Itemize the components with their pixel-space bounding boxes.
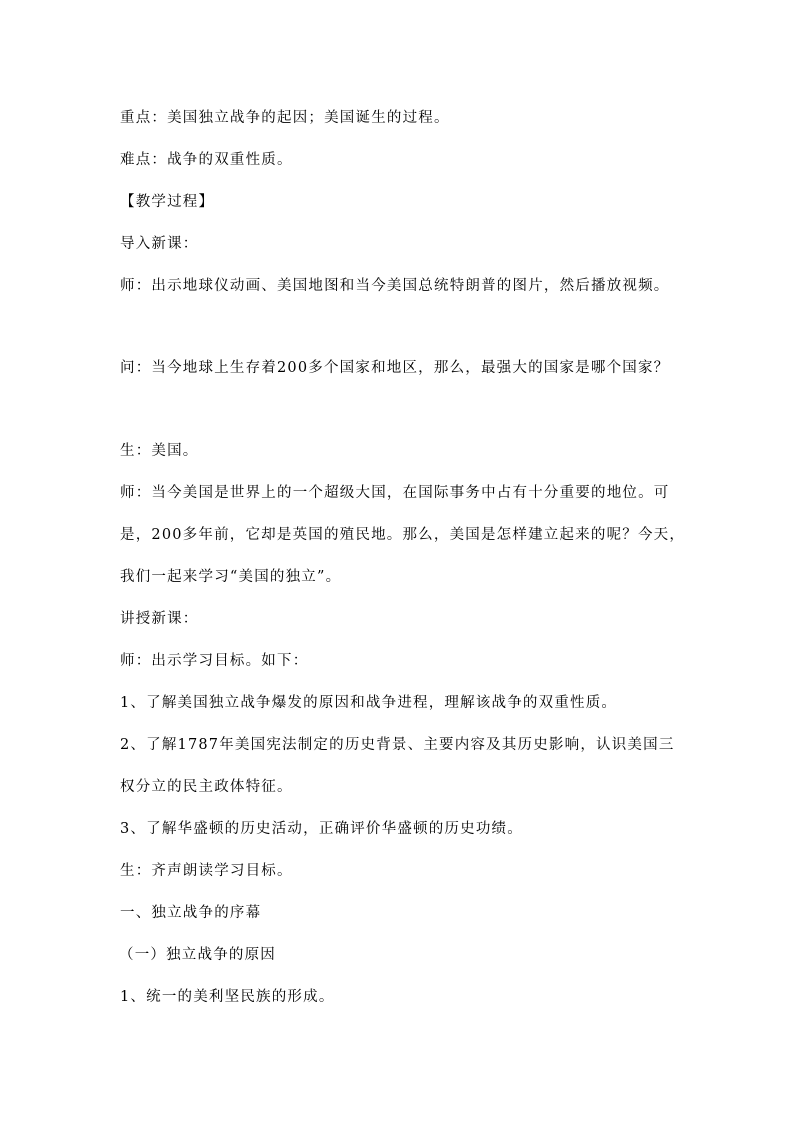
intro-new-lesson-label: 导入新课： <box>120 236 199 252</box>
new-lesson-label: 讲授新课： <box>120 611 199 627</box>
teacher-paragraph-line-2: 是，200多年前，它却是英国的殖民地。那么，美国是怎样建立起来的呢？今天， <box>120 527 686 543</box>
difficult-points-line: 难点：战争的双重性质。 <box>120 152 293 168</box>
cause-1-line: 1、统一的美利坚民族的形成。 <box>120 989 335 1005</box>
student-answer-line: 生：美国。 <box>120 443 199 459</box>
objective-3-line: 3、了解华盛顿的历史活动，正确评价华盛顿的历史功绩。 <box>120 821 523 837</box>
key-points-line: 重点：美国独立战争的起因；美国诞生的过程。 <box>120 110 450 126</box>
question-line: 问：当今地球上生存着200多个国家和地区，那么，最强大的国家是哪个国家？ <box>120 360 670 376</box>
section-1-heading: 一、独立战争的序幕 <box>120 905 262 921</box>
objective-1-line: 1、了解美国独立战争爆发的原因和战争进程，理解该战争的双重性质。 <box>120 695 618 711</box>
subsection-1-heading: （一）独立战争的原因 <box>119 947 276 963</box>
student-read-line: 生：齐声朗读学习目标。 <box>120 863 293 879</box>
teacher-paragraph-line-1: 师：当今美国是世界上的一个超级大国，在国际事务中占有十分重要的地位。可 <box>120 485 670 501</box>
objective-2-line-2: 权分立的民主政体特征。 <box>120 779 293 795</box>
teacher-intro-line: 师：出示地球仪动画、美国地图和当今美国总统特朗普的图片，然后播放视频。 <box>120 278 670 294</box>
teaching-process-heading: 【教学过程】 <box>120 194 215 210</box>
objective-2-line-1: 2、了解1787年美国宪法制定的历史背景、主要内容及其历史影响，认识美国三 <box>120 737 675 753</box>
teacher-paragraph-line-3: 我们一起来学习“美国的独立”。 <box>120 569 342 585</box>
teacher-objectives-line: 师：出示学习目标。如下： <box>120 653 309 669</box>
